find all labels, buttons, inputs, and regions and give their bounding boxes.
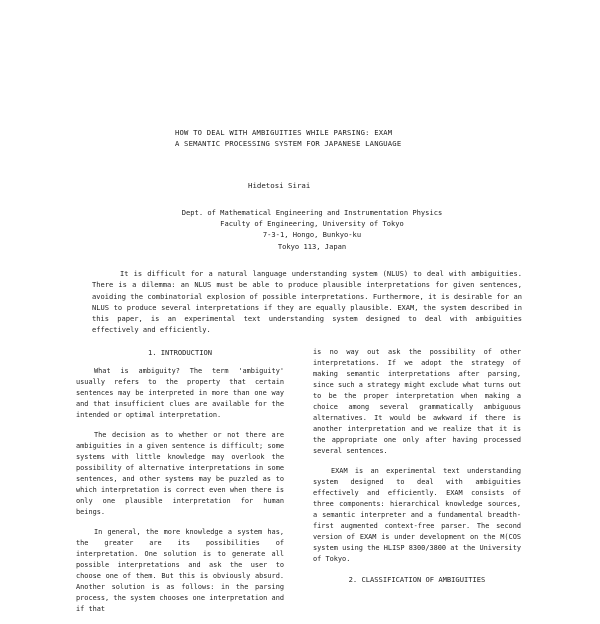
section-heading-classification: 2. CLASSIFICATION OF AMBIGUITIES <box>348 575 486 584</box>
paragraph: is no way out ask the possibility of other interpretations. If we adopt the strategy of making semantic interpretations after parsing, since such a strategy might exclude what turns out to be the proper interpretation when making a choice among several grammatically ambiguous alternatives. It would be awkward if there is another interpretation and we realize that it is the appropriate one only after having processed several sentences. <box>313 348 521 455</box>
affiliation-faculty: Faculty of Engineering, University of Tokyo <box>220 219 404 229</box>
title-line-1: HOW TO DEAL WITH AMBIGUITIES WHILE PARSING: EXAM <box>175 128 393 137</box>
abstract <box>92 268 522 336</box>
paragraph: EXAM is an experimental text understanding system designed to deal with ambiguities effectively and efficiently. EXAM consists of three components: hierarchical knowledge sources, a semantic interpreter and a fundamental breadth-first augmented context-free parser. The second version of EXAM is under development on the M(COS system using the HLISP 8300/3800 at the University of Tokyo. <box>313 467 521 563</box>
affiliation-block <box>152 207 472 252</box>
affiliation-dept: Dept. of Mathematical Engineering and Instrumentation Physics <box>181 208 443 217</box>
affiliation-city: Tokyo 113, Japan <box>277 241 347 251</box>
paragraph: In general, the more knowledge a system has, the greater are its possibilities of interpretation. One solution is to generate all possible interpretations and ask the user to choose one of them. But this is obviously absurd. Another solution is as follows: in the parsing process, the system chooses one interpretation and if that <box>76 528 284 613</box>
abstract-text: It is difficult for a natural language understanding system (NLUS) to deal with ambiguities. There is a dilemma: an NLUS must be able to produce plausible interpretations for given sentences, avoiding the combinatorial explosion of possible interpretations. Furthermore, it is desirable for an NLUS to produce several interpretations if they are equally plausible. EXAM, the system described in this paper, is an experimental text understanding system designed to deal with ambiguities effectively and efficiently. <box>92 269 522 335</box>
title-line-2: A SEMANTIC PROCESSING SYSTEM FOR JAPANESE LANGUAGE <box>175 139 402 148</box>
left-column <box>76 347 284 624</box>
author-name: Hidetosi Sirai <box>248 181 311 190</box>
right-column <box>313 347 521 585</box>
paragraph: What is ambiguity? The term 'ambiguity' usually refers to the property that certain sentences may be interpreted in more than one way and that insufficient clues are available for the intended or optimal interpretation. <box>76 367 284 419</box>
title-block <box>175 127 505 149</box>
affiliation-address: 7-3-1, Hongo, Bunkyo-ku <box>262 230 362 240</box>
section-heading-introduction: 1. INTRODUCTION <box>147 348 213 357</box>
paragraph: The decision as to whether or not there are ambiguities in a given sentence is difficult; some systems with little knowledge may overlook the possibility of alternative interpretations in some sentences, and other systems may be puzzled as to which interpretation is correct even when there is only one plausible interpretation for human beings. <box>76 431 284 516</box>
